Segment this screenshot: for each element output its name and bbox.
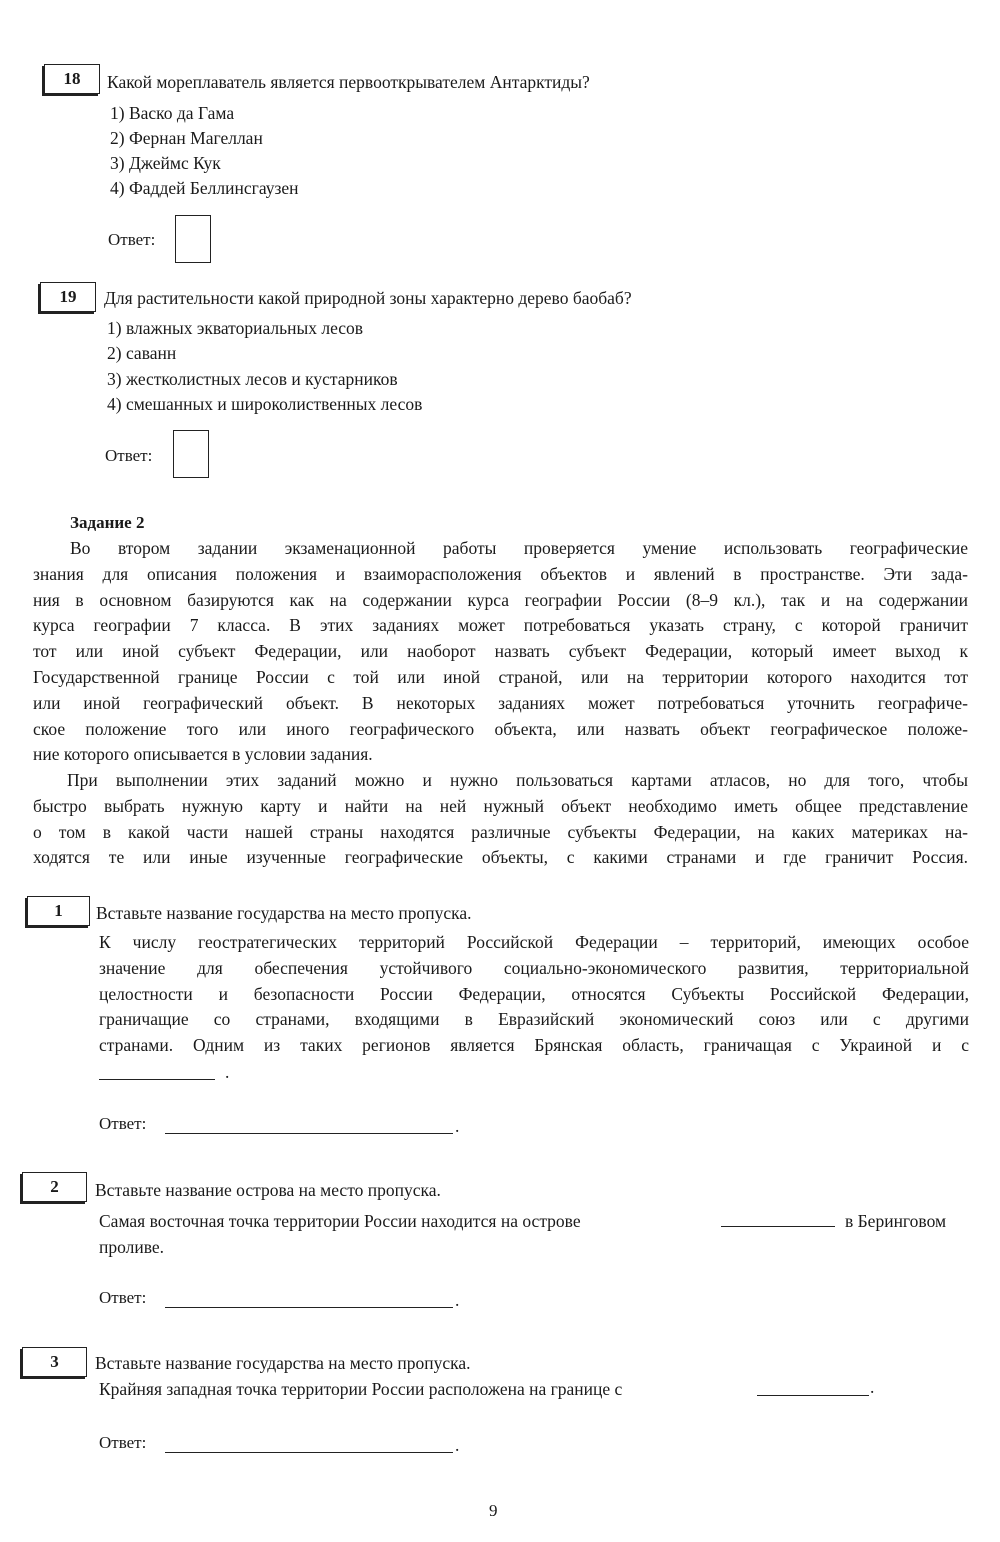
- answer-option: 4) Фаддей Беллинсгаузен: [110, 178, 299, 198]
- paragraph-line: ние которого описывается в условии задания.: [33, 744, 373, 765]
- answer-line[interactable]: [165, 1133, 453, 1134]
- paragraph-line: ния в основном базируются как на содержании курса географии России (8–9 кл.), так и на содержании: [33, 589, 968, 610]
- answer-option: 2) Фернан Магеллан: [110, 128, 263, 148]
- question-text: Какой мореплаватель является первооткрывателем Антарктиды?: [107, 72, 590, 92]
- answer-label: Ответ:: [105, 446, 153, 465]
- section-heading: Задание 2: [70, 513, 145, 532]
- paragraph-line: быстро выбрать нужную карту и найти на ней нужный объект необходимо иметь общее представление: [33, 795, 968, 816]
- paragraph-line: ходятся те или иные изученные географические объекты, с какими странами и где граничит Россия.: [33, 847, 968, 868]
- answer-line[interactable]: [165, 1452, 453, 1453]
- question-number-box: [44, 64, 100, 94]
- task-instruction: Вставьте название государства на место пропуска.: [95, 1353, 471, 1373]
- question-text: Для растительности какой природной зоны характерно дерево баобаб?: [104, 288, 632, 308]
- task-number: 3: [50, 1352, 59, 1371]
- paragraph-line: значение для обеспечения устойчивого социально-экономического развития, территориальной: [99, 957, 969, 978]
- answer-period: .: [455, 1290, 460, 1310]
- intro-paragraph: [33, 536, 968, 768]
- question-number: 19: [59, 287, 77, 306]
- answer-option: 2) саванн: [107, 343, 177, 363]
- paragraph-line: Во втором задании экзаменационной работы проверяется умение использовать географические: [70, 538, 968, 558]
- fill-blank-line[interactable]: [757, 1395, 869, 1396]
- question-number-box: [40, 282, 96, 312]
- intro-paragraph: [33, 768, 968, 871]
- task-number-box: [27, 896, 90, 926]
- answer-box[interactable]: [173, 430, 209, 478]
- paragraph-line: К числу геостратегических территорий Российской Федерации – территорий, имеющих особое: [99, 932, 969, 952]
- task-instruction: Вставьте название острова на место пропуска.: [95, 1180, 441, 1200]
- task-number-box: [22, 1172, 87, 1202]
- page-number: 9: [489, 1501, 498, 1520]
- task-instruction: Вставьте название государства на место пропуска.: [96, 903, 472, 923]
- answer-option: 4) смешанных и широколиственных лесов: [107, 394, 423, 414]
- question-number: 18: [63, 69, 81, 88]
- task-body: в Беринговом: [845, 1211, 947, 1231]
- task-body: проливе.: [99, 1237, 165, 1257]
- answer-option: 3) Джеймс Кук: [110, 153, 221, 173]
- paragraph-line: или иной географический объект. В некоторых заданиях может потребоваться уточнить географиче-: [33, 692, 968, 713]
- task-body: [99, 930, 969, 1059]
- task-number: 1: [54, 901, 63, 920]
- answer-option: 1) Васко да Гама: [110, 103, 235, 123]
- paragraph-line: о том в какой части нашей страны находятся различные субъекты Федерации, на каких материках на-: [33, 821, 968, 842]
- task-body: Самая восточная точка территории России находится на острове: [99, 1211, 581, 1231]
- paragraph-line: странами. Одним из таких регионов является Брянская область, граничащая с Украиной и с: [99, 1035, 969, 1056]
- answer-label: Ответ:: [99, 1114, 147, 1133]
- task-number-box: [22, 1347, 87, 1377]
- answer-period: .: [455, 1435, 460, 1455]
- answer-box[interactable]: [175, 215, 211, 263]
- task-number: 2: [50, 1177, 59, 1196]
- paragraph-line: курса географии 7 класса. В этих заданиях может потребоваться указать страну, с которой граничит: [33, 615, 968, 636]
- answer-label: Ответ:: [108, 230, 156, 249]
- paragraph-line: Государственной границе России с той или иной страной, или на территории которого находится тот: [33, 666, 968, 687]
- blank-period: .: [870, 1377, 875, 1397]
- answer-option: 1) влажных экваториальных лесов: [107, 318, 364, 338]
- paragraph-line: тот или иной субъект Федерации, или наоборот назвать субъект Федерации, который имеет выход к: [33, 641, 968, 662]
- answer-label: Ответ:: [99, 1288, 147, 1307]
- blank-period: .: [225, 1062, 230, 1082]
- fill-blank-line[interactable]: [721, 1226, 835, 1227]
- paragraph-line: знания для описания положения и взаиморасположения объектов и явлений в пространстве. Эти зада-: [33, 563, 968, 584]
- paragraph-line: граничащие со странами, входящими в Евразийский экономический союз или с другими: [99, 1009, 969, 1030]
- task-body: Крайняя западная точка территории России расположена на границе с: [99, 1379, 623, 1399]
- fill-blank-line[interactable]: [99, 1079, 215, 1080]
- answer-option: 3) жестколистных лесов и кустарников: [107, 369, 398, 389]
- paragraph-line: целостности и безопасности России Федерации, относятся Субъекты Российской Федерации,: [99, 983, 969, 1004]
- answer-line[interactable]: [165, 1307, 453, 1308]
- answer-label: Ответ:: [99, 1433, 147, 1452]
- paragraph-line: При выполнении этих заданий можно и нужно пользоваться картами атласов, но для того, чтобы: [67, 770, 968, 790]
- answer-period: .: [455, 1116, 460, 1136]
- paragraph-line: ское положение того или иного географического объекта, или назвать объект географическое положе-: [33, 718, 968, 739]
